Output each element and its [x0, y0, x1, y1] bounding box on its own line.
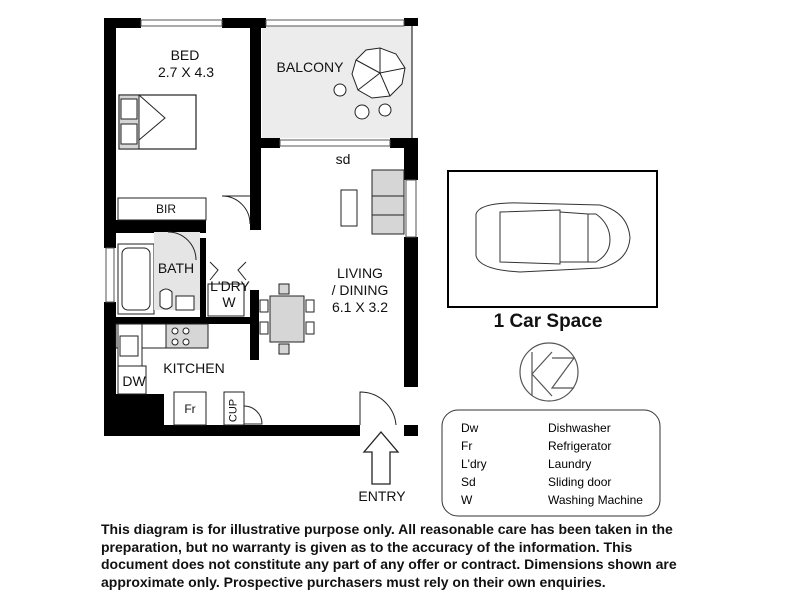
bath-label: BATH — [157, 260, 195, 276]
entry-door — [360, 392, 396, 425]
bed-label: BED — [170, 47, 200, 63]
dining-label: / DINING — [331, 282, 389, 298]
bir-label: BIR — [155, 202, 176, 216]
legend-row — [441, 493, 660, 510]
kitchen-label: KITCHEN — [163, 360, 225, 376]
living-label: LIVING — [337, 265, 383, 281]
legend-code: W — [461, 493, 473, 507]
legend-desc: Washing Machine — [548, 493, 643, 507]
legend-desc: Refrigerator — [548, 439, 612, 453]
legend-row — [441, 457, 660, 474]
legend-desc: Laundry — [548, 457, 592, 471]
car-icon — [476, 203, 630, 272]
legend — [441, 409, 660, 516]
car-space — [448, 171, 657, 307]
dishwasher-label: DW — [122, 373, 146, 389]
bedroom-door — [222, 196, 250, 224]
legend-row — [441, 475, 660, 492]
entry-label: ENTRY — [358, 488, 406, 504]
legend-code: Fr — [461, 439, 473, 453]
legend-code: Sd — [461, 475, 476, 489]
car-space-label: 1 Car Space — [493, 311, 603, 332]
bed-furniture — [119, 95, 196, 149]
washing-machine-label: W — [222, 294, 236, 310]
living-dims-label: 6.1 X 3.2 — [331, 299, 389, 315]
entry-arrow — [364, 432, 398, 484]
cupboard-label: CUP — [227, 398, 240, 423]
legend-desc: Dishwasher — [548, 421, 611, 435]
legend-code: Dw — [461, 421, 479, 435]
bed-dims-label: 2.7 X 4.3 — [157, 64, 215, 80]
legend-code: L'dry — [461, 457, 487, 471]
legend-desc: Sliding door — [548, 475, 612, 489]
laundry-label: L'DRY — [210, 278, 250, 294]
fridge-label: Fr — [184, 402, 196, 416]
legend-row — [441, 421, 660, 438]
living-furniture — [260, 170, 404, 354]
balcony-label: BALCONY — [276, 59, 344, 75]
legend-row — [441, 439, 660, 456]
north-compass-icon — [520, 343, 578, 401]
disclaimer-text: This diagram is for illustrative purpose only. All reasonable care has been taken in the preparation, but no warranty is given as to the accuracy of the information. This document does not constitute any part of any offer or contract. Dimensions shown are approximate only. Prospective purchasers must rely on their own enquiries. — [101, 521, 677, 590]
sliding-door-label: sd — [335, 151, 351, 167]
